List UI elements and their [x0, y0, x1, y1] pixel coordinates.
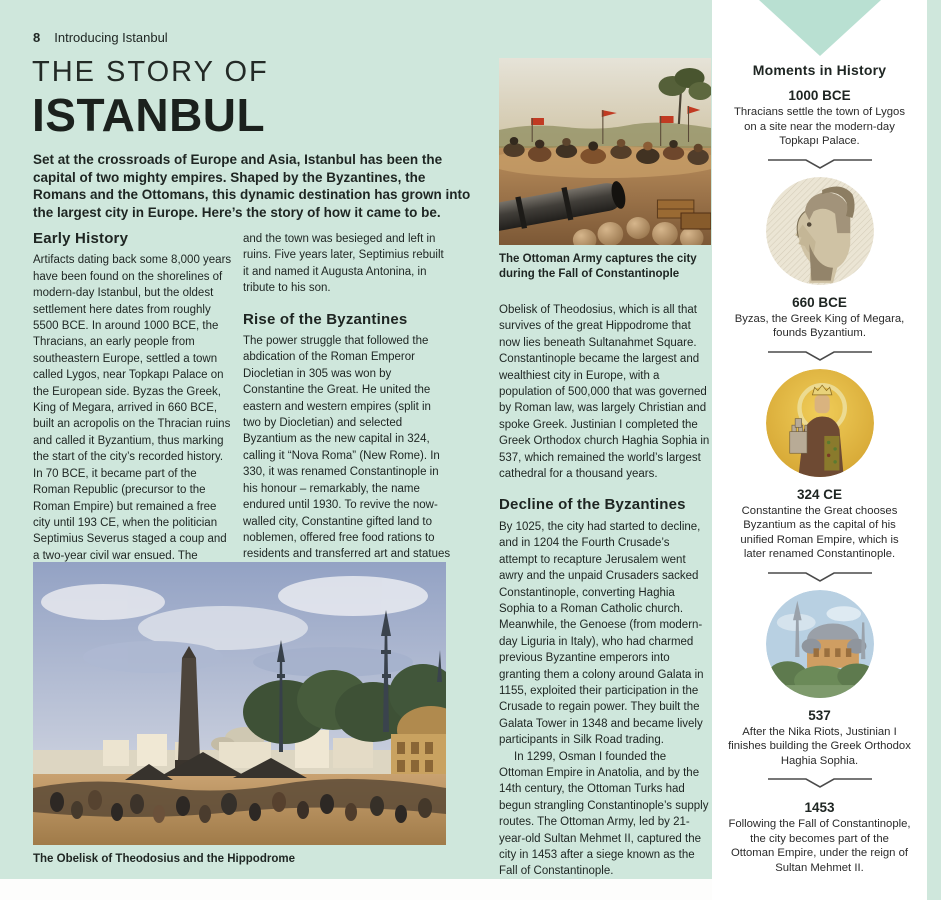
obelisk-figure: [33, 562, 446, 867]
column-early-history: [33, 231, 234, 597]
page-bottom-margin: [0, 879, 712, 900]
decline-byzantines-text: By 1025, the city had started to decline, and in 1204 the Fourth Crusade’s attempt to recapture Jerusalem went awry and the unpaid Crusaders sacked Constantinople, converting Haghia Sophia to a Roman Catholic church. Meanwhile, the Genoese (from modern-day Liguria in Italy), who had charmed previous Byzantine emperors into granting them a colony around Galata in 1155, exploited their participation in the Crusade to regain power. They built the Galata Tower in 1348 and became lively participants in Silk Road trading.: [499, 520, 704, 747]
page-title: [32, 56, 269, 141]
rise-byzantines-continued-text: Obelisk of Theodosius, which is all that survives of the great Hippodrome that now lies beneath Sultanahmet Square. Constantinople became the largest and wealthiest city in Europe, with a population of 500,000 that was governed by Roman law, was largely Christian and spoke Greek. Justinian I completed the Greek Orthodox church Haghia Sophia in 537, which remained the world’s largest cathedral for a thousand years.: [499, 304, 710, 481]
decorative-triangle: [759, 0, 881, 56]
constantine-mosaic-image: [766, 369, 874, 477]
ottoman-army-painting: [499, 58, 711, 245]
timeline-text: After the Nika Riots, Justinian I finishes building the Greek Orthodox Haghia Sophia.: [728, 725, 911, 767]
timeline-divider-icon: [760, 776, 880, 790]
haghia-sophia-image: [766, 590, 874, 698]
intro-paragraph: Set at the crossroads of Europe and Asia, Istanbul has been the capital of two mighty empires. Shaped by the Byzantines, the Romans and the Ottomans, this dynamic destination has grown into the largest city in Europe. Here’s the story of how it came to be.: [33, 152, 471, 220]
timeline-divider-icon: [760, 157, 880, 171]
byzas-engraving-image: [766, 177, 874, 285]
moments-in-history-sidebar: [712, 0, 927, 900]
early-history-heading: Early History: [33, 230, 129, 247]
ottoman-army-figure: [499, 58, 711, 281]
page-number: 8: [33, 30, 41, 45]
early-history-continued-text: and the town was besieged and left in ruins. Five years later, Septimius rebuilt it and named it Augusta Antonina, in tribute to his son.: [243, 233, 444, 295]
early-history-text: Artifacts dating back some 8,000 years have been found on the shorelines of modern-day Istanbul, but the oldest settlement here dates from roughly 5500 BCE. In around 1000 BCE, the Thracians, an early people from southeastern Europe, settled a town called Lygos, near Topkapı Palace on the European side. Byzas the Greek, King of Megara, arrived in 660 BCE, built an acropolis on the Thracian ruins and called it Byzantium, thus marking the start of the city’s recorded history. In 70 BCE, it became part of the Roman Republic (precursor to the Roman Empire) but remained a free city until 193 CE, when the politician Septimius Severus staged a coup and a two-year civil war ensued. The: [33, 254, 232, 562]
timeline-divider-icon: [760, 349, 880, 363]
page-title-line1: THE STORY OF: [32, 56, 269, 88]
timeline-text: Byzas, the Greek King of Megara, founds Byzantium.: [734, 312, 905, 339]
ottoman-empire-text: In 1299, Osman I founded the Ottoman Empire in Anatolia, and by the 14th century, the Ottoman Turks had begun strangling Constantinople’s supply routes. The Ottoman Army, led by 21-year-old Sultan Mehmet II, captured the city in 1453 after a siege known as the Fall of Constantinople.: [499, 750, 709, 878]
section-title: Introducing Istanbul: [54, 30, 168, 45]
timeline-text: Thracians settle the town of Lygos on a site near the modern-day Topkapı Palace.: [733, 106, 905, 147]
column-decline-byzantines: [499, 58, 711, 880]
timeline-text: Constantine the Great chooses Byzantium as the capital of his unified Roman Empire, which is later renamed Constantinople.: [740, 504, 899, 560]
rise-byzantines-text: The power struggle that followed the abdication of the Roman Emperor Diocletian in 305 was won by Constantine the Great. He united the eastern and western empires (split in two by Diocletian) and selected Byzantium as the new capital in 324, calling it “Nova Roma” (New Rome). In 330, it was renamed Constantinople in his honour – remarkably, the name endured until 1930. To revive the now-walled city, Constantine gifted land to noblemen, offered free food rations to residents and transferred art and statues: [243, 335, 451, 561]
timeline-date: 1000 BCE: [788, 88, 851, 103]
timeline-date: 324 CE: [796, 486, 843, 502]
obelisk-caption: The Obelisk of Theodosius and the Hippodrome: [33, 853, 295, 865]
timeline-divider-icon: [760, 570, 880, 584]
timeline-date: 660 BCE: [792, 294, 847, 310]
page-header: [33, 30, 168, 45]
timeline-date: 537: [808, 707, 831, 723]
ottoman-army-caption: The Ottoman Army captures the city during the Fall of Constantinople: [499, 253, 697, 280]
obelisk-hippodrome-painting: [33, 562, 446, 845]
column-rise-byzantines: [243, 231, 451, 579]
timeline-date: 1453: [804, 800, 835, 815]
timeline-text: Following the Fall of Constantinople, the city becomes part of the Ottoman Empire, under the reign of Sultan Mehmet II.: [728, 818, 911, 874]
sidebar-title: Moments in History: [752, 62, 887, 78]
rise-byzantines-heading: Rise of the Byzantines: [243, 310, 408, 328]
page-title-line2: ISTANBUL: [32, 89, 266, 141]
decline-byzantines-heading: Decline of the Byzantines: [499, 496, 686, 514]
